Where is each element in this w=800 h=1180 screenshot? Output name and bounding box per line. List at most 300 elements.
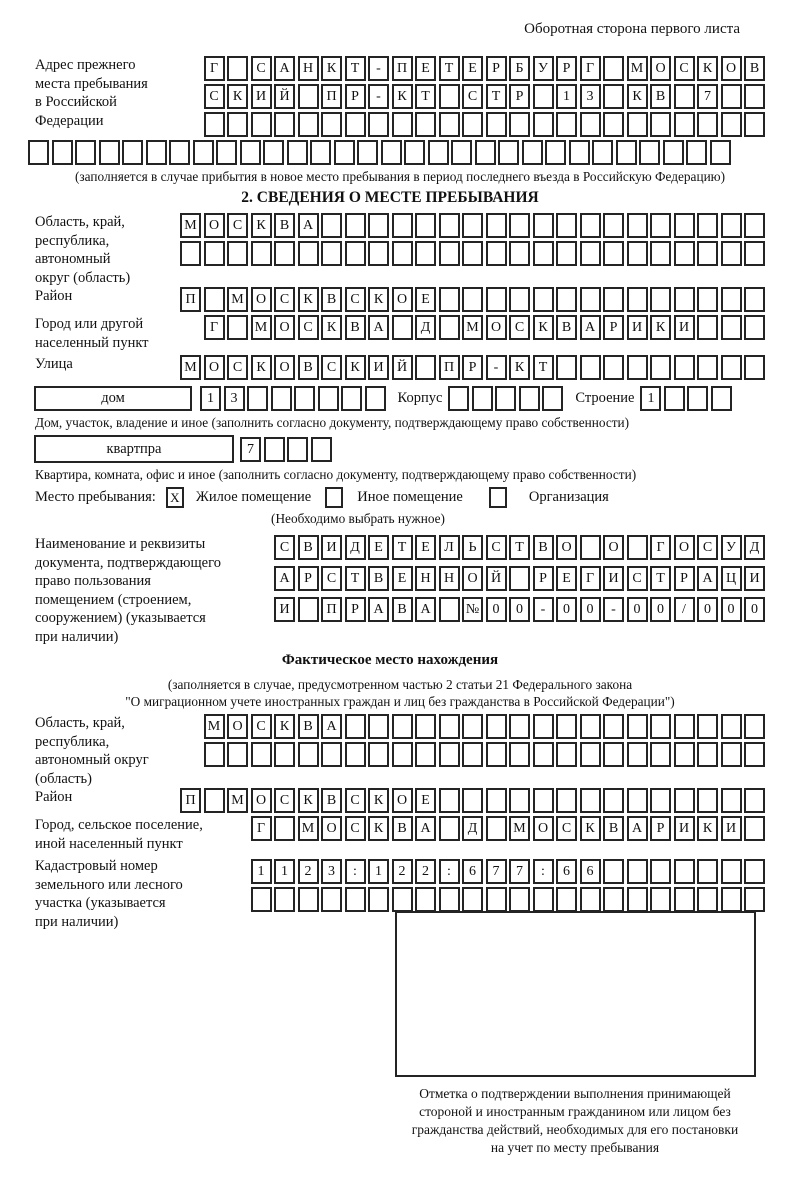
char-cell[interactable]: К — [251, 213, 272, 238]
char-cell[interactable]: М — [204, 714, 225, 739]
char-cell[interactable]: В — [298, 355, 319, 380]
char-cell[interactable] — [486, 213, 507, 238]
char-cell[interactable]: П — [321, 597, 342, 622]
char-cell[interactable] — [509, 287, 530, 312]
char-cell[interactable]: К — [650, 315, 671, 340]
char-cell[interactable]: Й — [486, 566, 507, 591]
char-cell[interactable]: 3 — [580, 84, 601, 109]
char-cell[interactable] — [533, 213, 554, 238]
char-cell[interactable]: О — [204, 213, 225, 238]
char-cell[interactable]: В — [298, 535, 319, 560]
char-cell[interactable] — [462, 213, 483, 238]
char-cell[interactable] — [533, 788, 554, 813]
char-cell[interactable] — [345, 241, 366, 266]
char-cell[interactable] — [744, 241, 765, 266]
char-cell[interactable] — [509, 213, 530, 238]
char-cell[interactable]: А — [368, 315, 389, 340]
char-cell[interactable] — [744, 788, 765, 813]
char-cell[interactable]: Ь — [462, 535, 483, 560]
char-cell[interactable] — [311, 437, 332, 462]
char-cell[interactable] — [472, 386, 493, 411]
char-cell[interactable] — [697, 241, 718, 266]
char-cell[interactable] — [674, 714, 695, 739]
char-cell[interactable]: 6 — [462, 859, 483, 884]
char-cell[interactable] — [556, 788, 577, 813]
char-cell[interactable] — [52, 140, 73, 165]
char-cell[interactable] — [122, 140, 143, 165]
char-cell[interactable] — [415, 355, 436, 380]
char-cell[interactable]: С — [227, 355, 248, 380]
char-cell[interactable]: : — [439, 859, 460, 884]
char-cell[interactable] — [744, 355, 765, 380]
char-cell[interactable]: Р — [509, 84, 530, 109]
checkbox-other-premises[interactable] — [325, 487, 343, 508]
char-cell[interactable] — [392, 315, 413, 340]
char-cell[interactable]: 0 — [486, 597, 507, 622]
char-cell[interactable]: Е — [415, 56, 436, 81]
char-cell[interactable]: 0 — [744, 597, 765, 622]
char-cell[interactable]: К — [298, 287, 319, 312]
char-cell[interactable] — [310, 140, 331, 165]
char-cell[interactable]: Е — [368, 535, 389, 560]
char-cell[interactable] — [298, 84, 319, 109]
char-cell[interactable]: Д — [744, 535, 765, 560]
char-cell[interactable]: М — [462, 315, 483, 340]
char-cell[interactable]: С — [509, 315, 530, 340]
char-cell[interactable] — [439, 241, 460, 266]
char-cell[interactable]: К — [345, 355, 366, 380]
char-cell[interactable]: Г — [204, 56, 225, 81]
char-cell[interactable]: А — [697, 566, 718, 591]
char-cell[interactable]: С — [556, 816, 577, 841]
char-cell[interactable]: К — [697, 816, 718, 841]
char-cell[interactable]: О — [227, 714, 248, 739]
char-cell[interactable]: К — [298, 788, 319, 813]
char-cell[interactable] — [697, 287, 718, 312]
char-cell[interactable]: И — [721, 816, 742, 841]
char-cell[interactable] — [428, 140, 449, 165]
char-cell[interactable]: 1 — [274, 859, 295, 884]
char-cell[interactable] — [697, 213, 718, 238]
char-cell[interactable] — [697, 714, 718, 739]
char-cell[interactable] — [462, 241, 483, 266]
char-cell[interactable]: Л — [439, 535, 460, 560]
char-cell[interactable] — [227, 315, 248, 340]
char-cell[interactable] — [392, 213, 413, 238]
char-cell[interactable] — [345, 213, 366, 238]
char-cell[interactable]: 0 — [697, 597, 718, 622]
char-cell[interactable] — [271, 386, 292, 411]
char-cell[interactable] — [251, 742, 272, 767]
char-cell[interactable] — [298, 597, 319, 622]
char-cell[interactable]: Т — [650, 566, 671, 591]
char-cell[interactable] — [368, 241, 389, 266]
char-cell[interactable] — [486, 816, 507, 841]
char-cell[interactable] — [744, 287, 765, 312]
char-cell[interactable]: И — [627, 315, 648, 340]
char-cell[interactable] — [627, 535, 648, 560]
char-cell[interactable]: К — [392, 84, 413, 109]
char-cell[interactable] — [603, 788, 624, 813]
char-cell[interactable]: А — [274, 566, 295, 591]
char-cell[interactable]: К — [368, 816, 389, 841]
char-cell[interactable] — [744, 742, 765, 767]
char-cell[interactable]: : — [345, 859, 366, 884]
char-cell[interactable] — [28, 140, 49, 165]
char-cell[interactable] — [580, 742, 601, 767]
char-cell[interactable]: И — [321, 535, 342, 560]
char-cell[interactable] — [744, 714, 765, 739]
char-cell[interactable] — [580, 213, 601, 238]
char-cell[interactable] — [580, 287, 601, 312]
char-cell[interactable]: С — [274, 788, 295, 813]
char-cell[interactable] — [569, 140, 590, 165]
char-cell[interactable]: О — [650, 56, 671, 81]
char-cell[interactable]: В — [274, 213, 295, 238]
char-cell[interactable] — [287, 140, 308, 165]
char-cell[interactable]: С — [274, 535, 295, 560]
char-cell[interactable] — [321, 241, 342, 266]
char-cell[interactable] — [439, 84, 460, 109]
char-cell[interactable]: Н — [298, 56, 319, 81]
char-cell[interactable]: 7 — [509, 859, 530, 884]
char-cell[interactable] — [674, 84, 695, 109]
char-cell[interactable] — [251, 241, 272, 266]
char-cell[interactable]: П — [321, 84, 342, 109]
char-cell[interactable] — [368, 887, 389, 912]
char-cell[interactable]: К — [368, 788, 389, 813]
char-cell[interactable] — [334, 140, 355, 165]
char-cell[interactable]: И — [603, 566, 624, 591]
char-cell[interactable] — [509, 742, 530, 767]
char-cell[interactable] — [721, 788, 742, 813]
char-cell[interactable] — [744, 213, 765, 238]
char-cell[interactable] — [240, 140, 261, 165]
char-cell[interactable] — [439, 597, 460, 622]
char-cell[interactable]: П — [180, 287, 201, 312]
char-cell[interactable]: Г — [580, 56, 601, 81]
char-cell[interactable] — [603, 355, 624, 380]
char-cell[interactable] — [368, 213, 389, 238]
char-cell[interactable] — [216, 140, 237, 165]
char-cell[interactable]: О — [274, 315, 295, 340]
char-cell[interactable]: С — [674, 56, 695, 81]
char-cell[interactable] — [674, 742, 695, 767]
char-cell[interactable] — [580, 788, 601, 813]
char-cell[interactable] — [627, 742, 648, 767]
char-cell[interactable]: Й — [274, 84, 295, 109]
char-cell[interactable]: С — [345, 287, 366, 312]
char-cell[interactable]: 2 — [415, 859, 436, 884]
char-cell[interactable] — [627, 714, 648, 739]
char-cell[interactable] — [697, 788, 718, 813]
char-cell[interactable] — [368, 112, 389, 137]
char-cell[interactable] — [486, 788, 507, 813]
char-cell[interactable]: М — [251, 315, 272, 340]
char-cell[interactable]: О — [251, 788, 272, 813]
char-cell[interactable] — [721, 887, 742, 912]
char-cell[interactable]: С — [274, 287, 295, 312]
char-cell[interactable] — [556, 241, 577, 266]
char-cell[interactable]: К — [321, 315, 342, 340]
char-cell[interactable] — [533, 887, 554, 912]
char-cell[interactable] — [193, 140, 214, 165]
char-cell[interactable]: 1 — [640, 386, 661, 411]
char-cell[interactable] — [462, 887, 483, 912]
char-cell[interactable] — [580, 241, 601, 266]
char-cell[interactable] — [345, 714, 366, 739]
char-cell[interactable] — [663, 140, 684, 165]
char-cell[interactable]: О — [321, 816, 342, 841]
char-cell[interactable]: К — [227, 84, 248, 109]
char-cell[interactable] — [263, 140, 284, 165]
char-cell[interactable]: И — [274, 597, 295, 622]
char-cell[interactable]: Р — [533, 566, 554, 591]
char-cell[interactable] — [509, 566, 530, 591]
char-cell[interactable] — [287, 437, 308, 462]
char-cell[interactable]: С — [345, 788, 366, 813]
char-cell[interactable]: А — [368, 597, 389, 622]
char-cell[interactable] — [639, 140, 660, 165]
char-cell[interactable]: С — [462, 84, 483, 109]
char-cell[interactable] — [321, 887, 342, 912]
char-cell[interactable] — [462, 112, 483, 137]
char-cell[interactable] — [627, 241, 648, 266]
char-cell[interactable]: 0 — [721, 597, 742, 622]
char-cell[interactable] — [180, 241, 201, 266]
char-cell[interactable]: В — [744, 56, 765, 81]
char-cell[interactable]: И — [368, 355, 389, 380]
char-cell[interactable]: У — [721, 535, 742, 560]
char-cell[interactable] — [627, 859, 648, 884]
char-cell[interactable] — [462, 714, 483, 739]
char-cell[interactable] — [486, 112, 507, 137]
char-cell[interactable] — [744, 859, 765, 884]
char-cell[interactable]: В — [533, 535, 554, 560]
char-cell[interactable] — [357, 140, 378, 165]
char-cell[interactable]: 1 — [200, 386, 221, 411]
char-cell[interactable] — [721, 355, 742, 380]
char-cell[interactable] — [294, 386, 315, 411]
char-cell[interactable] — [697, 742, 718, 767]
char-cell[interactable] — [462, 287, 483, 312]
char-cell[interactable]: Б — [509, 56, 530, 81]
char-cell[interactable] — [99, 140, 120, 165]
char-cell[interactable] — [486, 287, 507, 312]
char-cell[interactable] — [744, 112, 765, 137]
char-cell[interactable] — [580, 355, 601, 380]
char-cell[interactable]: И — [674, 816, 695, 841]
char-cell[interactable] — [603, 742, 624, 767]
char-cell[interactable] — [392, 887, 413, 912]
char-cell[interactable] — [486, 714, 507, 739]
char-cell[interactable]: Р — [462, 355, 483, 380]
char-cell[interactable]: И — [744, 566, 765, 591]
char-cell[interactable] — [603, 887, 624, 912]
char-cell[interactable]: С — [697, 535, 718, 560]
char-cell[interactable]: Р — [556, 56, 577, 81]
char-cell[interactable] — [603, 859, 624, 884]
char-cell[interactable] — [509, 887, 530, 912]
char-cell[interactable] — [650, 213, 671, 238]
char-cell[interactable]: 3 — [224, 386, 245, 411]
char-cell[interactable]: Р — [674, 566, 695, 591]
char-cell[interactable]: О — [486, 315, 507, 340]
char-cell[interactable] — [674, 287, 695, 312]
char-cell[interactable] — [603, 213, 624, 238]
char-cell[interactable]: И — [251, 84, 272, 109]
char-cell[interactable]: С — [204, 84, 225, 109]
char-cell[interactable]: Е — [556, 566, 577, 591]
char-cell[interactable] — [721, 859, 742, 884]
char-cell[interactable]: А — [298, 213, 319, 238]
char-cell[interactable]: 1 — [556, 84, 577, 109]
char-cell[interactable] — [486, 887, 507, 912]
char-cell[interactable] — [439, 112, 460, 137]
char-cell[interactable]: 3 — [321, 859, 342, 884]
char-cell[interactable] — [721, 287, 742, 312]
char-cell[interactable]: Д — [415, 315, 436, 340]
char-cell[interactable] — [627, 355, 648, 380]
char-cell[interactable]: С — [227, 213, 248, 238]
char-cell[interactable]: : — [533, 859, 554, 884]
char-cell[interactable]: И — [674, 315, 695, 340]
char-cell[interactable]: Г — [580, 566, 601, 591]
char-cell[interactable] — [439, 788, 460, 813]
char-cell[interactable] — [664, 386, 685, 411]
char-cell[interactable] — [674, 788, 695, 813]
char-cell[interactable] — [627, 213, 648, 238]
char-cell[interactable]: М — [180, 355, 201, 380]
char-cell[interactable] — [710, 140, 731, 165]
char-cell[interactable]: Р — [345, 84, 366, 109]
char-cell[interactable]: / — [674, 597, 695, 622]
char-cell[interactable]: П — [180, 788, 201, 813]
char-cell[interactable]: С — [345, 816, 366, 841]
char-cell[interactable] — [392, 714, 413, 739]
char-cell[interactable]: М — [227, 788, 248, 813]
char-cell[interactable]: О — [392, 788, 413, 813]
char-cell[interactable]: Г — [251, 816, 272, 841]
char-cell[interactable]: 2 — [392, 859, 413, 884]
char-cell[interactable]: С — [251, 714, 272, 739]
char-cell[interactable] — [556, 887, 577, 912]
char-cell[interactable] — [545, 140, 566, 165]
char-cell[interactable]: Т — [533, 355, 554, 380]
char-cell[interactable] — [318, 386, 339, 411]
char-cell[interactable] — [415, 213, 436, 238]
char-cell[interactable] — [439, 816, 460, 841]
char-cell[interactable] — [533, 742, 554, 767]
char-cell[interactable] — [498, 140, 519, 165]
char-cell[interactable] — [251, 887, 272, 912]
char-cell[interactable] — [674, 355, 695, 380]
char-cell[interactable] — [204, 112, 225, 137]
char-cell[interactable] — [721, 112, 742, 137]
char-cell[interactable] — [697, 355, 718, 380]
char-cell[interactable] — [721, 241, 742, 266]
char-cell[interactable] — [448, 386, 469, 411]
char-cell[interactable]: О — [204, 355, 225, 380]
char-cell[interactable]: С — [486, 535, 507, 560]
char-cell[interactable] — [227, 241, 248, 266]
char-cell[interactable]: В — [368, 566, 389, 591]
checkbox-residential[interactable]: X — [166, 487, 184, 508]
char-cell[interactable]: С — [627, 566, 648, 591]
char-cell[interactable]: - — [603, 597, 624, 622]
char-cell[interactable] — [744, 315, 765, 340]
char-cell[interactable] — [721, 84, 742, 109]
char-cell[interactable]: О — [533, 816, 554, 841]
char-cell[interactable]: А — [415, 816, 436, 841]
char-cell[interactable]: 1 — [251, 859, 272, 884]
char-cell[interactable] — [650, 788, 671, 813]
char-cell[interactable]: 7 — [240, 437, 261, 462]
char-cell[interactable] — [321, 213, 342, 238]
char-cell[interactable] — [392, 112, 413, 137]
char-cell[interactable]: М — [180, 213, 201, 238]
char-cell[interactable]: М — [627, 56, 648, 81]
char-cell[interactable]: В — [392, 816, 413, 841]
char-cell[interactable] — [475, 140, 496, 165]
checkbox-organization[interactable] — [489, 487, 507, 508]
char-cell[interactable]: Г — [650, 535, 671, 560]
char-cell[interactable]: Р — [298, 566, 319, 591]
char-cell[interactable] — [580, 535, 601, 560]
char-cell[interactable] — [721, 742, 742, 767]
char-cell[interactable]: О — [462, 566, 483, 591]
char-cell[interactable]: К — [321, 56, 342, 81]
char-cell[interactable] — [744, 816, 765, 841]
char-cell[interactable] — [345, 887, 366, 912]
char-cell[interactable] — [345, 112, 366, 137]
char-cell[interactable] — [721, 714, 742, 739]
char-cell[interactable] — [674, 887, 695, 912]
char-cell[interactable] — [169, 140, 190, 165]
char-cell[interactable]: С — [321, 355, 342, 380]
char-cell[interactable] — [204, 241, 225, 266]
char-cell[interactable]: - — [533, 597, 554, 622]
char-cell[interactable] — [674, 112, 695, 137]
char-cell[interactable]: 1 — [368, 859, 389, 884]
char-cell[interactable] — [264, 437, 285, 462]
char-cell[interactable] — [227, 112, 248, 137]
char-cell[interactable]: Й — [392, 355, 413, 380]
char-cell[interactable]: 0 — [650, 597, 671, 622]
char-cell[interactable] — [603, 56, 624, 81]
char-cell[interactable] — [556, 213, 577, 238]
char-cell[interactable] — [415, 714, 436, 739]
char-cell[interactable] — [650, 859, 671, 884]
char-cell[interactable]: Т — [509, 535, 530, 560]
char-cell[interactable]: Р — [486, 56, 507, 81]
char-cell[interactable] — [274, 742, 295, 767]
char-cell[interactable] — [415, 742, 436, 767]
char-cell[interactable] — [495, 386, 516, 411]
char-cell[interactable] — [415, 887, 436, 912]
char-cell[interactable] — [627, 112, 648, 137]
char-cell[interactable]: С — [251, 56, 272, 81]
char-cell[interactable]: М — [509, 816, 530, 841]
char-cell[interactable] — [533, 112, 554, 137]
char-cell[interactable]: - — [486, 355, 507, 380]
char-cell[interactable] — [462, 788, 483, 813]
char-cell[interactable] — [75, 140, 96, 165]
char-cell[interactable] — [721, 213, 742, 238]
char-cell[interactable] — [146, 140, 167, 165]
char-cell[interactable]: К — [580, 816, 601, 841]
char-cell[interactable]: А — [627, 816, 648, 841]
